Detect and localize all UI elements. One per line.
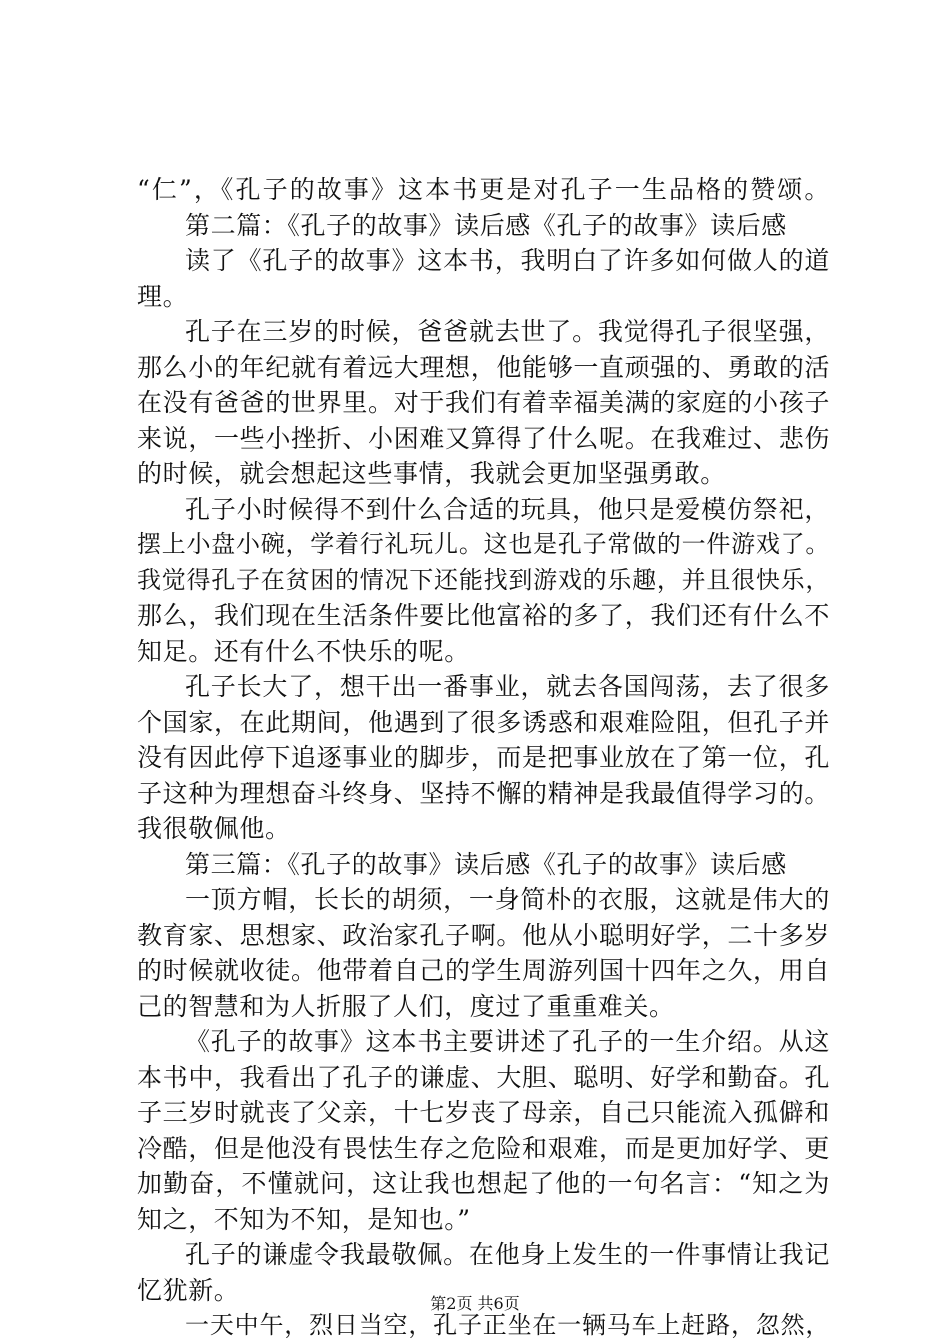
text-line: 忆犹新。	[137, 1275, 240, 1305]
body-text	[137, 172, 830, 1344]
text-line: 读了《孔子的故事》这本书，我明白了许多如何做人的道	[185, 246, 830, 275]
text-line: 冷酷，但是他没有畏怯生存之危险和艰难，而是更加好学、更	[137, 1133, 830, 1163]
section-heading: 第二篇：《孔子的故事》读后感《孔子的故事》读后感	[185, 210, 787, 240]
text-line: 没有因此停下追逐事业的脚步，而是把事业放在了第一位，孔	[137, 743, 830, 772]
text-line: 本书中，我看出了孔子的谦虚、大胆、聪明、好学和勤奋。孔	[137, 1062, 830, 1092]
text-line: 孔子在三岁的时候，爸爸就去世了。我觉得孔子很坚强，	[185, 317, 830, 346]
text-line: 知足。还有什么不快乐的呢。	[137, 636, 470, 666]
text-line: 那么，我们现在生活条件要比他富裕的多了，我们还有什么不	[137, 601, 830, 630]
text-line: 《孔子的故事》这本书主要讲述了孔子的一生介绍。从这	[185, 1027, 830, 1056]
text-line: 孔子长大了，想干出一番事业，就去各国闯荡，去了很多	[185, 672, 830, 701]
text-line: 摆上小盘小碗，学着行礼玩儿。这也是孔子常做的一件游戏了。	[137, 530, 830, 558]
text-line: 己的智慧和为人折服了人们，度过了重重难关。	[137, 991, 675, 1021]
text-line: 那么小的年纪就有着远大理想，他能够一直顽强的、勇敢的活	[137, 352, 830, 382]
text-line: 一顶方帽，长长的胡须，一身简朴的衣服，这就是伟大的	[185, 885, 830, 914]
text-line: 孔子小时候得不到什么合适的玩具，他只是爱模仿祭祀，	[185, 494, 830, 524]
text-line: 个国家，在此期间，他遇到了很多诱惑和艰难险阻，但孔子并	[137, 707, 830, 737]
text-line: 的时候，就会想起这些事情，我就会更加坚强勇敢。	[137, 459, 726, 488]
page-number: 第2页 共6页	[430, 1294, 520, 1313]
section-heading: 第三篇：《孔子的故事》读后感《孔子的故事》读后感	[185, 849, 787, 879]
text-line: “仁”，《孔子的故事》这本书更是对孔子一生品格的赞颂。	[137, 175, 830, 204]
text-line: 教育家、思想家、政治家孔子啊。他从小聪明好学，二十多岁	[137, 920, 830, 950]
text-line: 孔子的谦虚令我最敬佩。在他身上发生的一件事情让我记	[185, 1240, 830, 1269]
text-line: 我觉得孔子在贫困的情况下还能找到游戏的乐趣，并且很快乐，	[137, 565, 830, 594]
text-line: 子三岁时就丧了父亲，十七岁丧了母亲，自己只能流入孤僻和	[137, 1098, 830, 1127]
text-line: 知之，不知为不知，是知也。”	[137, 1204, 471, 1234]
text-line: 我很敬佩他。	[137, 814, 291, 843]
text-line: 的时候就收徒。他带着自己的学生周游列国十四年之久，用自	[137, 956, 830, 985]
text-line: 子这种为理想奋斗终身、坚持不懈的精神是我最值得学习的。	[137, 778, 830, 808]
text-line: 一天中午，烈日当空，孔子正坐在一辆马车上赶路，忽然，	[185, 1311, 830, 1339]
text-line: 加勤奋，不懂就问，这让我也想起了他的一句名言：“知之为	[137, 1169, 830, 1198]
text-line: 在没有爸爸的世界里。对于我们有着幸福美满的家庭的小孩子	[137, 388, 830, 417]
text-line: 来说，一些小挫折、小困难又算得了什么呢。在我难过、悲伤	[137, 423, 830, 453]
text-line: 理。	[137, 281, 189, 311]
